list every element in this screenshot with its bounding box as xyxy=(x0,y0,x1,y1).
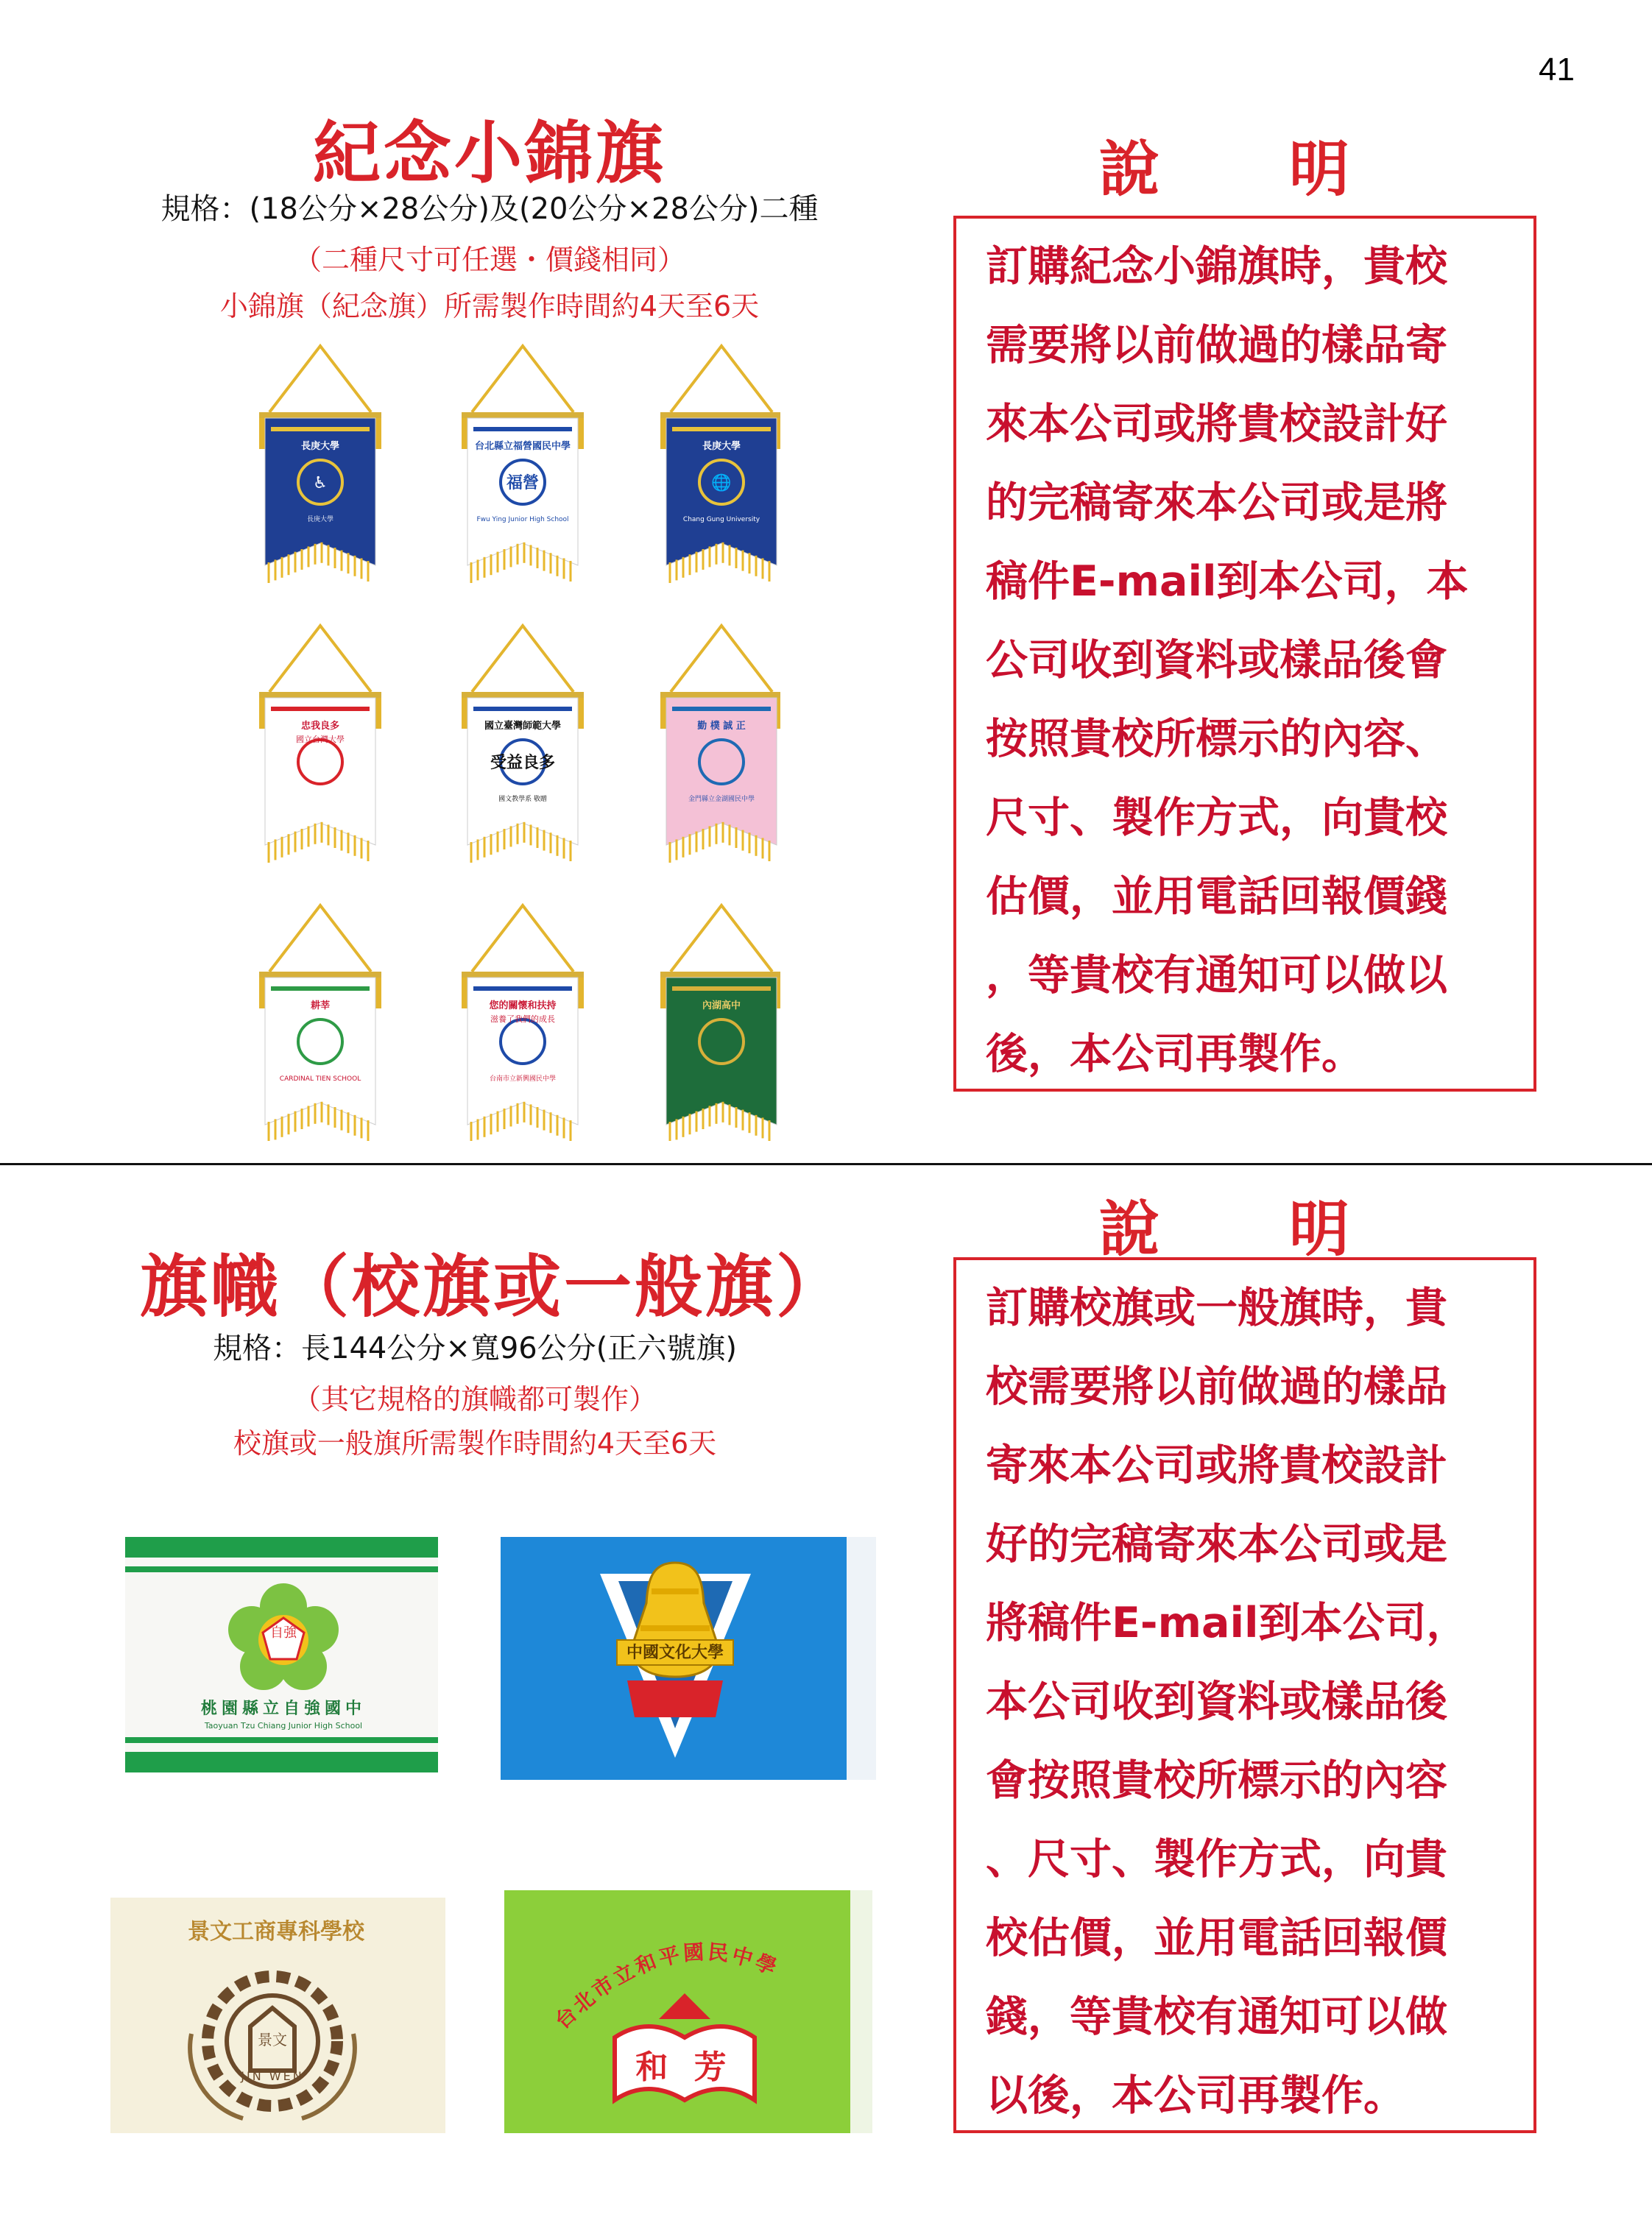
pennant-body xyxy=(666,698,777,845)
pennant-1 xyxy=(259,346,381,583)
pennant-4 xyxy=(259,626,381,863)
section2-note-size: （其它規格的旗幟都可製作） xyxy=(292,1383,657,1415)
pennant-body xyxy=(467,978,578,1125)
pennant-rod xyxy=(462,412,584,418)
section2-explain-title: 說 明 xyxy=(1098,1195,1352,1265)
section1-explain-title: 說 明 xyxy=(1098,135,1352,205)
pennant-stripe xyxy=(271,986,370,991)
pennant-tassel xyxy=(259,975,265,1008)
section1-explain-text: 訂購紀念小錦旗時，貴校 需要將以前做過的樣品寄 來本公司或將貴校設計好 的完稿寄來本公司或是將 稿件E-mail到本公司，本 公司收到資料或樣品後會 按照貴校所標示的內容、 尺寸、製作方式，向貴校 估價，並用電話回報價錢 ，等貴校有通知可以做以 後，本公司再製作。 xyxy=(986,242,1469,1078)
section2-explain-box xyxy=(953,1257,1536,2133)
pennant-stripe xyxy=(271,427,370,431)
pennant-rod xyxy=(259,972,381,978)
pennant-subheading: 滋養了我們的成長 xyxy=(490,1014,555,1024)
flag-jinwen-badge: 景文 xyxy=(258,2031,287,2049)
pennant-tassel xyxy=(375,416,381,449)
pennant-cord xyxy=(269,346,371,412)
pennant-stripe xyxy=(672,427,771,431)
pennant-rod xyxy=(660,412,780,418)
pennant-7 xyxy=(259,905,381,1141)
flag-jinwen-sub: JIN WEN xyxy=(241,2069,304,2083)
pennant-cord xyxy=(472,346,573,412)
pennant-heading: 您的關懷和扶持 xyxy=(489,1000,557,1011)
pennant-cord xyxy=(671,346,772,412)
section2-title: 旗幟（校旗或一般旗） xyxy=(140,1248,847,1326)
pennant-stripe xyxy=(473,986,572,991)
pennant-tassel xyxy=(660,416,666,449)
flag-wenhua xyxy=(501,1537,876,1780)
pennant-tassel xyxy=(777,416,780,449)
flag-hefang-name: 台北市立和平國民中學 xyxy=(550,1940,783,2034)
pennant-tassel xyxy=(578,696,584,729)
pennant-footer: 金門縣立金湖國民中學 xyxy=(688,796,755,803)
pennant-footer: 台南市立新興國民中學 xyxy=(489,1075,557,1083)
section2-spec: 規格：長144公分×寬96公分(正六號旗) xyxy=(213,1332,737,1365)
pennant-body xyxy=(666,978,777,1125)
flag-zihciang-name: 桃園縣立自強國中 xyxy=(200,1700,367,1718)
pennant-rod xyxy=(660,692,780,698)
pennant-footer: Fwu Ying Junior High School xyxy=(476,516,569,523)
pennant-tassel xyxy=(462,416,467,449)
flag-zihciang xyxy=(125,1537,438,1772)
pennant-tassel xyxy=(375,975,381,1008)
section1-spec: 規格：(18公分×28公分)及(20公分×28公分)二種 xyxy=(160,192,819,226)
section1-title: 紀念小錦旗 xyxy=(312,114,666,193)
pennant-tassel xyxy=(578,416,584,449)
pennant-heading: 耕莘 xyxy=(310,1000,331,1011)
pennant-center-text: ♿ xyxy=(313,474,328,492)
pennant-heading: 長庚大學 xyxy=(702,441,741,452)
pennant-3 xyxy=(660,346,780,583)
pennant-gallery xyxy=(221,331,780,1141)
pennant-stripe xyxy=(473,707,572,711)
flag-hefang-badge: 和 芳 xyxy=(635,2049,734,2086)
pennant-tassel xyxy=(462,696,467,729)
flag-wenhua-band: 中國文化大學 xyxy=(626,1644,724,1662)
pennant-5 xyxy=(462,626,584,863)
pennant-cord xyxy=(472,626,573,692)
pennant-tassel xyxy=(375,696,381,729)
section1-note-size: （二種尺寸可任選・價錢相同） xyxy=(293,244,685,276)
pennant-center-text: 🌐 xyxy=(711,474,732,492)
pennant-footer: 國文教學系 敬贈 xyxy=(498,796,547,803)
pennant-tassel xyxy=(777,975,780,1008)
pennant-rod xyxy=(259,692,381,698)
pennant-tassel xyxy=(259,696,265,729)
flag-jinwen-name: 景文工商專科學校 xyxy=(188,1919,364,1945)
flag-jinwen xyxy=(96,1898,445,2133)
pennant-8 xyxy=(462,905,584,1141)
page-number: 41 xyxy=(1539,52,1575,88)
section-divider xyxy=(0,1163,1652,1165)
pennant-heading: 台北縣立福營國民中學 xyxy=(474,441,571,452)
pennant-9 xyxy=(660,905,780,1141)
section2-explain-text: 訂購校旗或一般旗時，貴 校需要將以前做過的樣品 寄來本公司或將貴校設計 好的完稿寄來本公司或是 將稿件E-mail到本公司， 本公司收到資料或樣品後 會按照貴校所標示的內容 、尺寸、製作方式，向貴 校估價，並用電話回報價 錢，等貴校有通知可以做 以後，本公司再製作。 xyxy=(986,1284,1469,2120)
pennant-rod xyxy=(660,972,780,978)
pennant-footer: CARDINAL TIEN SCHOOL xyxy=(279,1075,361,1083)
section1-note-time: 小錦旗（紀念旗）所需製作時間約4天至6天 xyxy=(219,290,760,322)
pennant-cord xyxy=(269,905,371,972)
pennant-cord xyxy=(671,905,772,972)
pennant-heading: 國立臺灣師範大學 xyxy=(484,721,562,732)
pennant-heading: 忠我良多 xyxy=(300,721,340,732)
pennant-footer: Chang Gung University xyxy=(682,516,760,523)
pennant-heading: 勤 樸 誠 正 xyxy=(697,721,746,732)
pennant-center-text: 受益良多 xyxy=(490,754,556,772)
pennant-2 xyxy=(462,346,584,583)
pennant-footer: 長庚大學 xyxy=(306,516,334,523)
pennant-rod xyxy=(462,692,584,698)
pennant-tassel xyxy=(259,416,265,449)
pennant-6 xyxy=(660,626,780,863)
pennant-stripe xyxy=(271,707,370,711)
flag-zihciang-sub: Taoyuan Tzu Chiang Junior High School xyxy=(204,1721,363,1731)
pennant-stripe xyxy=(672,986,771,991)
pennant-rod xyxy=(462,972,584,978)
pennant-heading: 長庚大學 xyxy=(300,441,340,452)
pennant-tassel xyxy=(660,696,666,729)
pennant-stripe xyxy=(473,427,572,431)
pennant-cord xyxy=(269,626,371,692)
flag-hefang xyxy=(504,1890,872,2133)
pennant-tassel xyxy=(462,975,467,1008)
pennant-heading: 內湖高中 xyxy=(702,1000,741,1011)
section1-explain-box xyxy=(953,216,1536,1092)
pennant-stripe xyxy=(672,707,771,711)
pennant-center-text: 福營 xyxy=(506,474,540,492)
pennant-cord xyxy=(671,626,772,692)
pennant-tassel xyxy=(578,975,584,1008)
pennant-subheading: 國立台灣大學 xyxy=(296,735,345,744)
pennant-rod xyxy=(259,412,381,418)
pennant-body xyxy=(265,698,375,845)
pennant-body xyxy=(265,978,375,1125)
pennant-tassel xyxy=(660,975,666,1008)
pennant-cord xyxy=(472,905,573,972)
section2-note-time: 校旗或一般旗所需製作時間約4天至6天 xyxy=(233,1427,717,1460)
flag-zihciang-badge: 自強 xyxy=(270,1625,297,1641)
pennant-tassel xyxy=(777,696,780,729)
